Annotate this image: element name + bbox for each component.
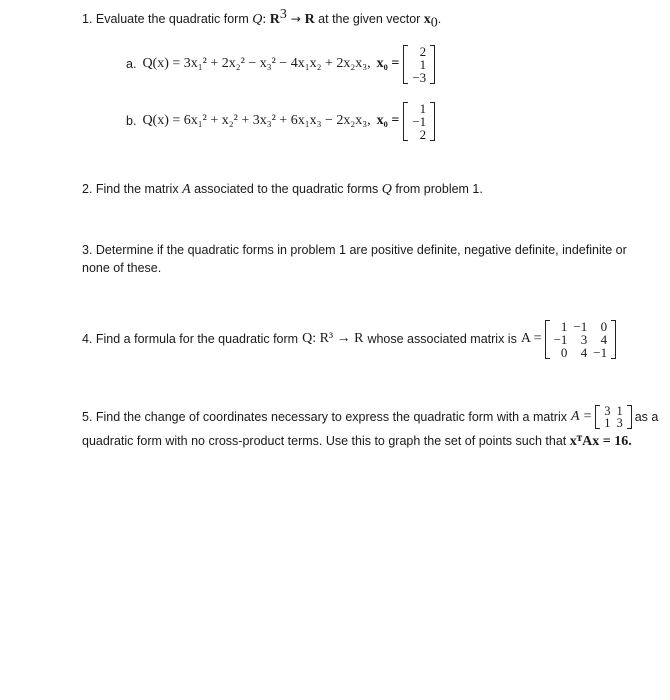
matrix-cell: −1 [593,344,608,360]
map-r: R [304,12,315,27]
vector-entry: 1 [419,56,427,72]
map-exp: 3 [279,6,287,22]
vec-end: . [437,12,442,26]
problem-1a-vector [403,45,435,84]
matrix-cell: 3 [604,404,611,418]
matrix-cell: 4 [600,331,608,347]
map-colon: : [262,12,270,27]
matrix-cell: 1 [616,404,623,418]
vector-entry: −3 [412,69,427,85]
matrix-cell: −1 [573,318,588,334]
vector-entry: 1 [419,100,427,116]
matrix-cell: 1 [604,416,611,430]
problem-1b-vector [403,102,435,141]
vec-sub: 0 [430,15,438,31]
problem-2-pre: 2. Find the matrix [82,182,179,196]
matrix-cell: 3 [616,416,623,430]
problem-1b-lhs: Q(x) = [142,113,184,128]
matrix-cell: 3 [580,331,588,347]
map-q: Q [252,12,263,27]
vec-x: x [423,12,431,27]
problem-4 [82,316,616,362]
map-tail: at the given vector [314,12,424,26]
problem-1-intro: 1. Evaluate the quadratic form [82,12,249,26]
matrix-cell: −1 [553,331,568,347]
problem-1b-label: b. [126,114,137,128]
problem-1a-lhs: Q(x) = [142,56,184,71]
problem-1b-expression: 6x₁² + x₂² + 3x₃² + 6x₁x₃ − 2x₂x₃, [183,113,371,128]
problem-4-map: Q: R³ → R [302,331,364,346]
problem-5-matrix [595,405,632,429]
vector-entry: −1 [412,113,427,129]
matrix-cell: 4 [580,344,588,360]
problem-5-line-2 [82,434,632,450]
problem-1a-label: a. [126,57,137,71]
problem-5-equation: xᵀAx = 16. [569,434,632,449]
vector-entry: 2 [419,43,427,59]
map-r3: R [269,12,280,27]
map-arrow: → [286,12,305,26]
problem-1a [126,42,435,86]
problem-1a-vector-label: x₀ = [376,56,400,71]
problem-2-q: Q [381,182,392,197]
problem-1b-vector-label: x₀ = [376,113,400,128]
problem-5-pre: 5. Find the change of coordinates necessary to express the quadratic form with a matrix [82,410,567,424]
problem-3-line-2: none of these. [82,261,162,275]
problem-5-line-1 [82,402,658,432]
matrix-cell: 0 [600,318,608,334]
matrix-cell: 1 [560,318,568,334]
problem-2-a: A [182,182,191,197]
vector-entry: 2 [419,126,427,142]
problem-4-matrix [545,320,617,359]
problem-2-post: from problem 1. [395,182,483,196]
problem-4-a-eq: A = [520,331,542,346]
problem-5-line2-pre: quadratic form with no cross-product terms. Use this to graph the set of points such that [82,434,567,448]
problem-4-pre: 4. Find a formula for the quadratic form [82,332,299,346]
problem-4-post: whose associated matrix is [367,332,517,346]
problem-3-line-1: 3. Determine if the quadratic forms in problem 1 are positive definite, negative definite, indefinite or [82,243,627,257]
problem-1-heading [82,6,442,31]
problem-1a-expression: 3x₁² + 2x₂² − x₃² − 4x₁x₂ + 2x₂x₃, [183,56,371,71]
problem-2-mid: associated to the quadratic forms [194,182,379,196]
matrix-cell: 0 [560,344,568,360]
problem-2 [82,182,483,198]
problem-5-a-eq: A = [570,409,593,424]
problem-5-post: as a [634,410,659,424]
problem-1b [126,99,435,143]
